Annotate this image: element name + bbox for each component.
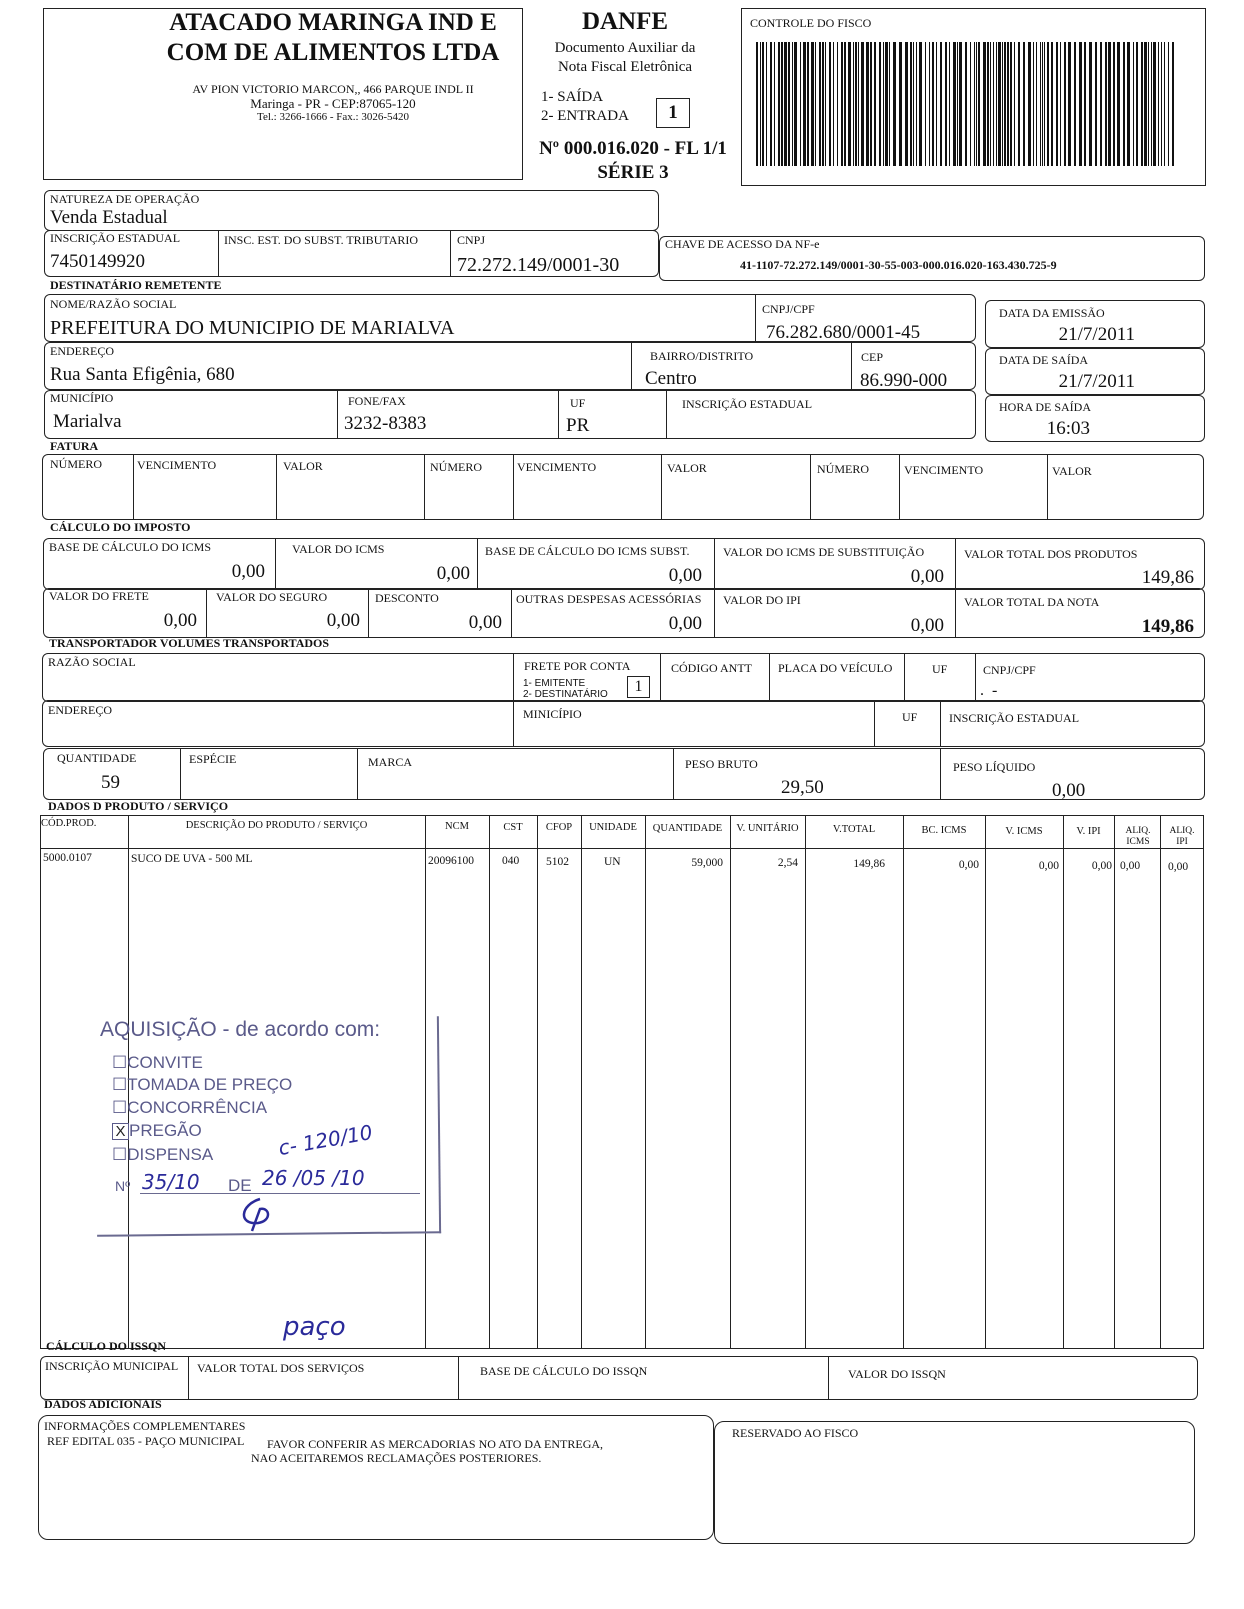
dest-mun-box	[44, 390, 976, 439]
barcode-bar	[945, 42, 947, 166]
barcode-bar	[1007, 42, 1009, 166]
desconto-value: 0,00	[468, 612, 502, 633]
stamp-opt-convite-label: CONVITE	[127, 1053, 203, 1072]
barcode-bar	[993, 42, 994, 166]
td-vunit: 2,54	[777, 857, 798, 869]
barcode-bar	[833, 42, 834, 166]
stamp-numero-prefix: Nº	[115, 1178, 131, 1194]
stamp-opt-pregao	[112, 1121, 202, 1141]
fisco-label: CONTROLE DO FISCO	[750, 16, 872, 30]
barcode-bar	[936, 42, 937, 166]
barcode-bar	[913, 42, 914, 166]
v-prod-value: 149,86	[1141, 567, 1194, 588]
bc-subst-value: 0,00	[668, 565, 702, 586]
barcode-bar	[929, 42, 930, 166]
transp-uf2-label: UF	[902, 710, 918, 724]
transp-antt-label: CÓDIGO ANTT	[671, 661, 752, 675]
stamp-title: AQUISIÇÃO - de acordo com:	[100, 1018, 381, 1041]
frete-value: 0,00	[163, 610, 197, 631]
fatura-section: FATURA	[50, 439, 99, 453]
barcode-bar	[925, 42, 926, 166]
fatura-venc-3: VENCIMENTO	[904, 463, 984, 477]
barcode-bar	[855, 42, 857, 166]
transp-placa-label: PLACA DO VEÍCULO	[778, 661, 893, 675]
dest-fone-label: FONE/FAX	[348, 394, 406, 408]
v-icms-label: VALOR DO ICMS	[292, 542, 385, 556]
transp-mun-label: MINICÍPIO	[523, 707, 582, 721]
bc-icms-value: 0,00	[231, 561, 265, 582]
barcode-bar	[811, 42, 814, 166]
dest-mun-label: MUNICÍPIO	[50, 391, 114, 405]
dest-mun-value: Marialva	[53, 411, 122, 432]
barcode-bar	[996, 42, 997, 166]
barcode-bar	[1172, 42, 1174, 166]
barcode-bar	[1068, 42, 1071, 166]
ie-subst-label: INSC. EST. DO SUBST. TRIBUTARIO	[224, 233, 419, 247]
barcode-bar	[1117, 42, 1120, 166]
th-vtotal: V.TOTAL	[832, 824, 876, 835]
transp-ie-label: INSCRIÇÃO ESTADUAL	[949, 711, 1080, 725]
dest-section: DESTINATÁRIO REMETENTE	[50, 278, 222, 292]
barcode-bar	[792, 42, 793, 166]
dest-bairro-label: BAIRRO/DISTRITO	[650, 349, 754, 363]
td-cst: 040	[502, 855, 520, 867]
cnpj-value: 72.272.149/0001-30	[457, 254, 620, 276]
th-aliq-icms: ALIQ. ICMS	[1125, 826, 1151, 847]
fatura-numero-3: NÚMERO	[817, 462, 870, 476]
v-prod-label: VALOR TOTAL DOS PRODUTOS	[964, 547, 1138, 561]
barcode-bar	[940, 42, 942, 166]
dest-cnpj-value: 76.282.680/0001-45	[766, 322, 921, 343]
issqn-bc-label: BASE DE CÁLCULO DO ISSQN	[480, 1364, 648, 1378]
stamp-opt-pregao-label: PREGÃO	[129, 1121, 202, 1140]
danfe-title: DANFE	[581, 8, 669, 35]
barcode-bar	[1064, 42, 1066, 166]
barcode-bar	[905, 42, 908, 166]
fatura-box	[42, 454, 1204, 520]
th-vipi: V. IPI	[1076, 826, 1101, 837]
emitter-name-1: ATACADO MARINGA IND E	[169, 9, 497, 36]
danfe-type-value: 1	[668, 102, 678, 123]
v-icms-value: 0,00	[436, 563, 470, 584]
danfe-number: Nº 000.016.020 - FL 1/1	[539, 138, 727, 159]
bc-subst-label: BASE DE CÁLCULO DO ICMS SUBST.	[485, 544, 690, 558]
transp-frete-opt2: 2- DESTINATÁRIO	[523, 689, 608, 700]
stamp-opt-convite: ☐CONVITE	[112, 1053, 203, 1072]
td-cfop: 5102	[546, 856, 569, 868]
barcode-bar	[794, 42, 797, 166]
stamp-check-mark: X	[112, 1123, 129, 1140]
barcode-bar	[866, 42, 869, 166]
th-aliq-ipi: ALIQ. IPI	[1169, 826, 1195, 847]
fatura-venc-1: VENCIMENTO	[137, 458, 217, 472]
dest-cep-label: CEP	[861, 350, 884, 364]
barcode-bar	[1056, 42, 1058, 166]
transp-qtd-value: 59	[101, 772, 120, 793]
th-un: UNIDADE	[589, 822, 637, 833]
barcode-bar	[1036, 42, 1037, 166]
transp-razao-label: RAZÃO SOCIAL	[48, 655, 136, 669]
transp-cnpj-value: . -	[980, 682, 998, 699]
fatura-venc-2: VENCIMENTO	[517, 460, 597, 474]
transp-section: TRANSPORTADOR VOLUMES TRANSPORTADOS	[49, 636, 330, 650]
chave-label: CHAVE DE ACESSO DA NF-e	[665, 237, 820, 251]
desconto-label: DESCONTO	[375, 591, 439, 605]
th-qtd: QUANTIDADE	[652, 823, 723, 834]
dest-uf-value: PR	[566, 415, 590, 436]
ipi-label: VALOR DO IPI	[723, 593, 801, 607]
barcode-bar	[788, 42, 790, 166]
outras-value: 0,00	[668, 613, 702, 634]
barcode-bar	[861, 42, 864, 166]
barcode-bar	[1123, 42, 1125, 166]
transp-frete-opt1: 1- EMITENTE	[523, 678, 586, 689]
barcode-bar	[822, 42, 824, 166]
outras-label: OUTRAS DESPESAS ACESSÓRIAS	[516, 592, 702, 606]
barcode-bar	[1108, 42, 1111, 166]
imposto-section: CÁLCULO DO IMPOSTO	[50, 520, 191, 534]
th-vunit: V. UNITÁRIO	[736, 823, 799, 834]
emitter-city: Maringa - PR - CEP:87065-120	[250, 96, 416, 111]
td-cod: 5000.0107	[43, 852, 92, 864]
barcode-bar	[893, 42, 896, 166]
barcode-bar	[841, 42, 843, 166]
barcode-bar	[1148, 42, 1149, 166]
th-vicms: V. ICMS	[1005, 826, 1043, 837]
dest-uf-label: UF	[570, 396, 586, 410]
transp-frete-box	[627, 676, 650, 698]
bc-icms-label: BASE DE CÁLCULO DO ICMS	[49, 540, 212, 554]
barcode-bar	[781, 42, 783, 166]
transp-liquido-label: PESO LÍQUIDO	[953, 760, 1036, 774]
danfe-subtitle-2: Nota Fiscal Eletrônica	[557, 59, 693, 75]
dest-ie-label: INSCRIÇÃO ESTADUAL	[682, 397, 813, 411]
hora-label: HORA DE SAÍDA	[999, 400, 1092, 414]
ie-label: INSCRIÇÃO ESTADUAL	[50, 231, 181, 245]
ipi-value: 0,00	[910, 615, 944, 636]
stamp-numero: 35/10	[142, 1170, 200, 1194]
frete-label: VALOR DO FRETE	[49, 589, 149, 603]
barcode-bar	[825, 42, 826, 166]
barcode-bar	[1089, 42, 1092, 166]
barcode-bar	[1133, 42, 1134, 166]
barcode-bar	[1100, 42, 1102, 166]
stamp-signature-scribble	[230, 1195, 290, 1235]
stamp-opt-concorrencia: ☐CONCORRÊNCIA	[112, 1098, 268, 1117]
dest-fone-value: 3232-8383	[344, 413, 427, 434]
danfe-series: SÉRIE 3	[597, 162, 669, 183]
emissao-label: DATA DA EMISSÃO	[999, 306, 1105, 320]
barcode-bar	[998, 42, 1001, 166]
barcode-bar	[916, 42, 917, 166]
dest-name-value: PREFEITURA DO MUNICIPIO DE MARIALVA	[50, 317, 455, 339]
td-aliq-icms: 0,00	[1120, 860, 1141, 872]
barcode-bar	[1105, 42, 1107, 166]
barcode-bar	[885, 42, 888, 166]
th-bcicms: BC. ICMS	[921, 825, 967, 836]
emitter-address: AV PION VICTORIO MARCON,, 466 PARQUE INDL II	[192, 82, 474, 96]
v-nota-label: VALOR TOTAL DA NOTA	[964, 595, 1100, 609]
hora-value: 16:03	[1046, 418, 1090, 439]
transp-cnpj-label: CNPJ/CPF	[983, 663, 1036, 677]
barcode-bar	[919, 42, 922, 166]
transp-marca-label: MARCA	[368, 755, 413, 769]
barcode-bar	[1095, 42, 1097, 166]
barcode-bar	[1164, 42, 1165, 166]
barcode-bar	[1010, 42, 1012, 166]
th-cst: CST	[503, 822, 523, 833]
barcode-bar	[829, 42, 831, 166]
barcode-bar	[1144, 42, 1147, 166]
transp-uf-label: UF	[932, 662, 948, 676]
barcode-bar	[774, 42, 775, 166]
barcode-bar	[1074, 42, 1076, 166]
barcode-bar	[970, 42, 971, 166]
transp-frete-value: 1	[634, 678, 643, 695]
barcode-bar	[784, 42, 787, 166]
barcode-bar	[762, 42, 764, 166]
transp-especie-label: ESPÉCIE	[189, 752, 237, 766]
barcode-bar	[1136, 42, 1138, 166]
barcode-bar	[959, 42, 962, 166]
barcode-bar	[760, 42, 761, 166]
danfe-type-box	[656, 98, 690, 128]
barcode-bar	[1151, 42, 1152, 166]
transp-bruto-value: 29,50	[781, 777, 824, 798]
th-desc: DESCRIÇÃO DO PRODUTO / SERVIÇO	[185, 820, 368, 831]
barcode-bar	[1044, 42, 1045, 166]
barcode-bar	[1033, 42, 1034, 166]
stamp-opt-dispensa: ☐DISPENSA	[112, 1145, 214, 1164]
barcode-bar	[1158, 42, 1159, 166]
saida-value: 21/7/2011	[1058, 371, 1135, 392]
danfe-subtitle-1: Documento Auxiliar da	[554, 40, 696, 56]
barcode-bar	[965, 42, 967, 166]
transp-end-label: ENDEREÇO	[48, 703, 112, 717]
barcode-bar	[1014, 42, 1015, 166]
barcode-bar	[837, 42, 838, 166]
barcode-bar	[778, 42, 780, 166]
barcode-bar	[879, 42, 881, 166]
fatura-numero-1: NÚMERO	[50, 457, 103, 471]
barcode-bar	[932, 42, 934, 166]
barcode-bar	[1079, 42, 1082, 166]
barcode-bar	[844, 42, 846, 166]
emissao-value: 21/7/2011	[1058, 324, 1135, 345]
barcode-bar	[889, 42, 890, 166]
th-cod: CÓD.PROD.	[41, 818, 97, 829]
seguro-value: 0,00	[326, 610, 360, 631]
emitter-phones: Tel.: 3266-1666 - Fax.: 3026-5420	[257, 111, 409, 123]
info-msg-1: FAVOR CONFERIR AS MERCADORIAS NO ATO DA ENTREGA,	[267, 1437, 604, 1451]
barcode-bar	[990, 42, 991, 166]
info-ref: REF EDITAL 035 - PAÇO MUNICIPAL	[47, 1434, 245, 1448]
th-ncm: NCM	[445, 821, 469, 832]
td-bcicms: 0,00	[958, 859, 979, 871]
fatura-numero-2: NÚMERO	[430, 460, 483, 474]
barcode-bar	[874, 42, 876, 166]
fatura-valor-1: VALOR	[283, 459, 323, 473]
ie-value: 7450149920	[50, 251, 145, 272]
barcode-bar	[910, 42, 912, 166]
barcode-bar	[756, 42, 758, 166]
barcode-bar	[1084, 42, 1086, 166]
barcode-bar	[803, 42, 806, 166]
saida-label: DATA DE SAÍDA	[999, 353, 1089, 367]
stamp-opt-tomada-label: TOMADA DE PREÇO	[127, 1075, 293, 1094]
info-msg-2: NAO ACEITAREMOS RECLAMAÇÕES POSTERIORES.	[251, 1451, 542, 1465]
issqn-vserv-label: VALOR TOTAL DOS SERVIÇOS	[197, 1361, 365, 1375]
barcode-bar	[983, 42, 986, 166]
cnpj-label: CNPJ	[457, 233, 486, 247]
v-nota-value: 149,86	[1141, 616, 1194, 637]
barcode-bar	[1051, 42, 1053, 166]
dest-cnpj-label: CNPJ/CPF	[762, 302, 815, 316]
stamp-opt-concorrencia-label: CONCORRÊNCIA	[127, 1098, 268, 1117]
adicionais-section: DADOS ADICIONAIS	[44, 1397, 162, 1411]
barcode-bar	[819, 42, 821, 166]
reservado-fisco-label: RESERVADO AO FISCO	[732, 1426, 859, 1440]
barcode-bar	[807, 42, 809, 166]
td-un: UN	[604, 856, 621, 868]
td-qtd: 59,000	[691, 857, 723, 869]
danfe-opt-entrada: 2- ENTRADA	[541, 108, 629, 124]
td-ncm: 20096100	[428, 855, 474, 867]
dest-bairro-value: Centro	[645, 368, 697, 389]
transp-liquido-value: 0,00	[1052, 780, 1086, 801]
barcode-bar	[1161, 42, 1162, 166]
th-cfop: CFOP	[545, 822, 573, 833]
fatura-valor-3: VALOR	[1052, 464, 1092, 478]
barcode-bar	[1047, 42, 1049, 166]
natureza-value: Venda Estadual	[50, 207, 168, 228]
produtos-section: DADOS D PRODUTO / SERVIÇO	[48, 799, 229, 813]
td-vipi: 0,00	[1091, 860, 1112, 872]
chave-value: 41-1107-72.272.149/0001-30-55-003-000.016.020-163.430.725-9	[740, 258, 1057, 272]
barcode-bar	[987, 42, 989, 166]
barcode-bar	[883, 42, 884, 166]
natureza-label: NATUREZA DE OPERAÇÃO	[50, 192, 200, 206]
info-label: INFORMAÇÕES COMPLEMENTARES	[44, 1419, 246, 1433]
issqn-section: CÁLCULO DO ISSQN	[46, 1339, 167, 1353]
stamp-data: 26 /05 /10	[262, 1166, 365, 1190]
dest-name-label: NOME/RAZÃO SOCIAL	[50, 297, 177, 311]
td-desc: SUCO DE UVA - 500 ML	[131, 853, 253, 865]
barcode-bar	[1127, 42, 1130, 166]
barcode-bar	[949, 42, 950, 166]
signature-handwritten: paço	[283, 1312, 346, 1342]
stamp-de: DE	[228, 1176, 252, 1195]
td-aliq-ipi: 0,00	[1168, 861, 1189, 873]
stamp-opt-tomada: ☐TOMADA DE PREÇO	[112, 1075, 293, 1094]
barcode-bar	[766, 42, 767, 166]
dest-end-label: ENDEREÇO	[50, 344, 114, 358]
barcode-bar	[957, 42, 958, 166]
issqn-v-label: VALOR DO ISSQN	[848, 1367, 946, 1381]
barcode-bar	[1018, 42, 1020, 166]
transp-qtd-label: QUANTIDADE	[57, 751, 137, 765]
barcode-bar	[1113, 42, 1115, 166]
barcode-bar	[899, 42, 902, 166]
v-subst-value: 0,00	[910, 566, 944, 587]
emitter-name-2: COM DE ALIMENTOS LTDA	[166, 39, 500, 66]
barcode-bar	[853, 42, 854, 166]
stamp-hand-note: c- 120/10	[276, 1119, 375, 1161]
transp-frete-label: FRETE POR CONTA	[524, 659, 631, 673]
barcode-bar	[976, 42, 977, 166]
dest-end-value: Rua Santa Efigênia, 680	[50, 364, 235, 385]
fatura-valor-2: VALOR	[667, 461, 707, 475]
stamp-opt-dispensa-label: DISPENSA	[127, 1145, 214, 1164]
dest-cep-value: 86.990-000	[860, 370, 948, 391]
issqn-im-label: INSCRIÇÃO MUNICIPAL	[45, 1359, 179, 1373]
barcode-bar	[800, 42, 801, 166]
td-vtotal: 149,86	[853, 858, 885, 870]
barcode-bar	[953, 42, 956, 166]
barcode-bar	[1060, 42, 1061, 166]
barcode-bar	[815, 42, 816, 166]
barcode-bar	[1141, 42, 1143, 166]
barcode-bar	[1004, 42, 1006, 166]
seguro-label: VALOR DO SEGURO	[216, 590, 328, 604]
barcode-bar	[974, 42, 975, 166]
barcode-bar	[1042, 42, 1043, 166]
barcode-bar	[1023, 42, 1025, 166]
barcode-bar	[1168, 42, 1169, 166]
barcode	[756, 42, 1176, 166]
barcode-bar	[1040, 42, 1041, 166]
danfe-opt-saida: 1- SAÍDA	[541, 89, 604, 105]
barcode-bar	[870, 42, 872, 166]
barcode-bar	[1028, 42, 1031, 166]
barcode-bar	[1153, 42, 1156, 166]
barcode-bar	[1002, 42, 1003, 166]
td-vicms: 0,00	[1038, 860, 1059, 872]
barcode-bar	[978, 42, 980, 166]
transp-bruto-label: PESO BRUTO	[685, 757, 758, 771]
barcode-bar	[770, 42, 772, 166]
barcode-bar	[858, 42, 859, 166]
v-subst-label: VALOR DO ICMS DE SUBSTITUIÇÃO	[723, 545, 925, 559]
barcode-bar	[848, 42, 851, 166]
